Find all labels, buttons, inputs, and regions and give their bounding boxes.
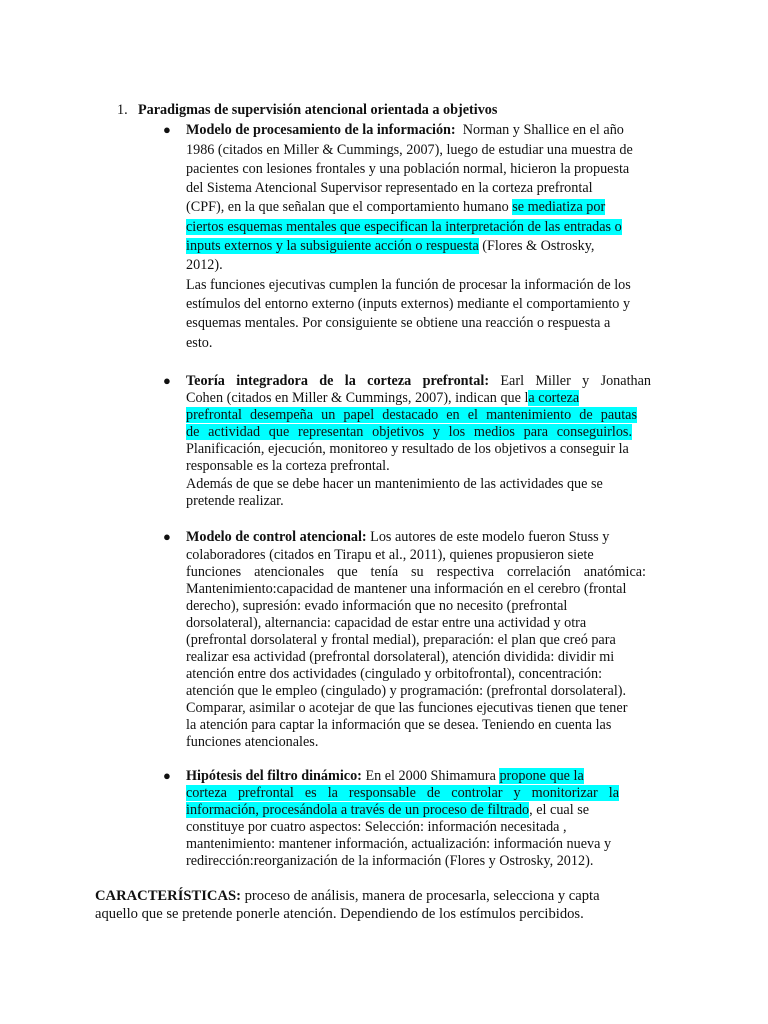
- paragraph-line: Comparar, asimilar o acotejar de que las funciones ejecutivas tienen que tener: [186, 700, 628, 716]
- bullet-title: Modelo de procesamiento de la información:: [186, 122, 456, 138]
- characteristics-line: aquello que se pretende ponerle atención. Dependiendo de los estímulos percibidos.: [95, 906, 584, 922]
- paragraph-line: Mantenimiento:capacidad de mantener una información en el cerebro (frontal: [186, 581, 627, 597]
- paragraph-line: [186, 423, 632, 441]
- bullet-icon: ●: [163, 768, 171, 783]
- highlighted-text: prefrontal desempeña un papel destacado en el mantenimiento de pautas: [186, 407, 637, 423]
- characteristics-line: CARACTERÍSTICAS: proceso de análisis, manera de procesarla, selecciona y capta: [95, 888, 600, 904]
- highlighted-text: a corteza: [528, 390, 580, 406]
- paragraph-line: [186, 218, 622, 236]
- highlighted-text: ciertos esquemas mentales que especifican la interpretación de las entradas o: [186, 219, 622, 235]
- paragraph-line: pacientes con lesiones frontales y una población normal, hicieron la propuesta: [186, 161, 630, 177]
- paragraph-line: [186, 784, 619, 802]
- paragraph-line: la atención para captar la información que se desea. Teniendo en cuenta las: [186, 717, 612, 733]
- paragraph-line: Modelo de control atencional: Los autores de este modelo fueron Stuss y: [186, 529, 610, 545]
- paragraph-line: responsable es la corteza prefrontal.: [186, 458, 390, 474]
- bullet-icon: ●: [163, 122, 171, 137]
- highlighted-text: se mediatiza por: [512, 199, 606, 215]
- paragraph-line: pretende realizar.: [186, 493, 284, 509]
- paragraph-line: [186, 406, 637, 424]
- bullet-title: Teoría integradora de la corteza prefrontal:: [186, 373, 490, 389]
- list-number: 1.: [117, 102, 128, 118]
- highlighted-text: de actividad que representan objetivos y los medios para conseguirlos.: [186, 424, 632, 440]
- paragraph-line: constituye por cuatro aspectos: Selección: información necesitada ,: [186, 819, 567, 835]
- paragraph-line: Teoría integradora de la corteza prefrontal: Earl Miller y Jonathan: [186, 373, 652, 389]
- paragraph-line: atención entre dos actividades (cingulado y orbitofrontal), concentración:: [186, 666, 603, 682]
- paragraph-line: (prefrontal dorsolateral y frontal medial), preparación: el plan que creó para: [186, 632, 616, 648]
- paragraph-line: atención que le empleo (cingulado) y programación: (prefrontal dorsolateral).: [186, 683, 627, 699]
- paragraph-line: 2012).: [186, 257, 223, 273]
- paragraph-line: funciones atencionales.: [186, 734, 319, 750]
- bullet-icon: ●: [163, 529, 171, 544]
- paragraph-line: inputs externos y la subsiguiente acción o respuesta (Flores & Ostrosky,: [186, 238, 595, 254]
- paragraph-line: redirección:reorganización de la información (Flores y Ostrosky, 2012).: [186, 853, 594, 869]
- paragraph-line: realizar esa actividad (prefrontal dorsolateral), atención dividida: dividir mi: [186, 649, 615, 665]
- paragraph-line: información, procesándola a través de un proceso de filtrado, el cual se: [186, 802, 590, 818]
- paragraph-line: dorsolateral), alternancia: capacidad de estar entre una actividad y otra: [186, 615, 587, 631]
- paragraph-line: Además de que se debe hacer un mantenimiento de las actividades que se: [186, 476, 603, 492]
- paragraph-line: Cohen (citados en Miller & Cummings, 2007), indican que la corteza: [186, 390, 580, 406]
- paragraph-line: derecho), supresión: evado información que no necesito (prefrontal: [186, 598, 568, 614]
- paragraph-line: mantenimiento: mantener información, actualización: información nueva y: [186, 836, 612, 852]
- paragraph-line: Las funciones ejecutivas cumplen la función de procesar la información de los: [186, 277, 631, 293]
- highlighted-text: información, procesándola a través de un proceso de filtrado: [186, 802, 530, 818]
- bullet-icon: ●: [163, 373, 171, 388]
- bullet-title: Hipótesis del filtro dinámico:: [186, 768, 362, 784]
- paragraph-line: Hipótesis del filtro dinámico: En el 2000 Shimamura propone que la: [186, 768, 584, 784]
- characteristics-title: CARACTERÍSTICAS:: [95, 888, 241, 904]
- paragraph-line: Planificación, ejecución, monitoreo y resultado de los objetivos a conseguir la: [186, 441, 629, 457]
- paragraph-line: funciones atencionales que tenía su respectiva correlación anatómica:: [186, 564, 646, 580]
- section-heading: Paradigmas de supervisión atencional orientada a objetivos: [138, 102, 498, 118]
- paragraph-line: esto.: [186, 335, 213, 351]
- paragraph-line: colaboradores (citados en Tirapu et al., 2011), quienes propusieron siete: [186, 547, 594, 563]
- paragraph-line: (CPF), en la que señalan que el comportamiento humano se mediatiza por: [186, 199, 606, 215]
- paragraph-line: esquemas mentales. Por consiguiente se obtiene una reacción o respuesta a: [186, 315, 611, 331]
- highlighted-text: propone que la: [499, 768, 584, 784]
- highlighted-text: corteza prefrontal es la responsable de controlar y monitorizar la: [186, 785, 619, 801]
- paragraph-line: estímulos del entorno externo (inputs externos) mediante el comportamiento y: [186, 296, 631, 312]
- highlighted-text: inputs externos y la subsiguiente acción o respuesta: [186, 238, 479, 254]
- bullet-title: Modelo de control atencional:: [186, 529, 367, 545]
- paragraph-line: 1986 (citados en Miller & Cummings, 2007), luego de estudiar una muestra de: [186, 142, 633, 158]
- paragraph-line: del Sistema Atencional Supervisor representado en la corteza prefrontal: [186, 180, 593, 196]
- paragraph-line: Modelo de procesamiento de la información: Norman y Shallice en el año: [186, 122, 624, 138]
